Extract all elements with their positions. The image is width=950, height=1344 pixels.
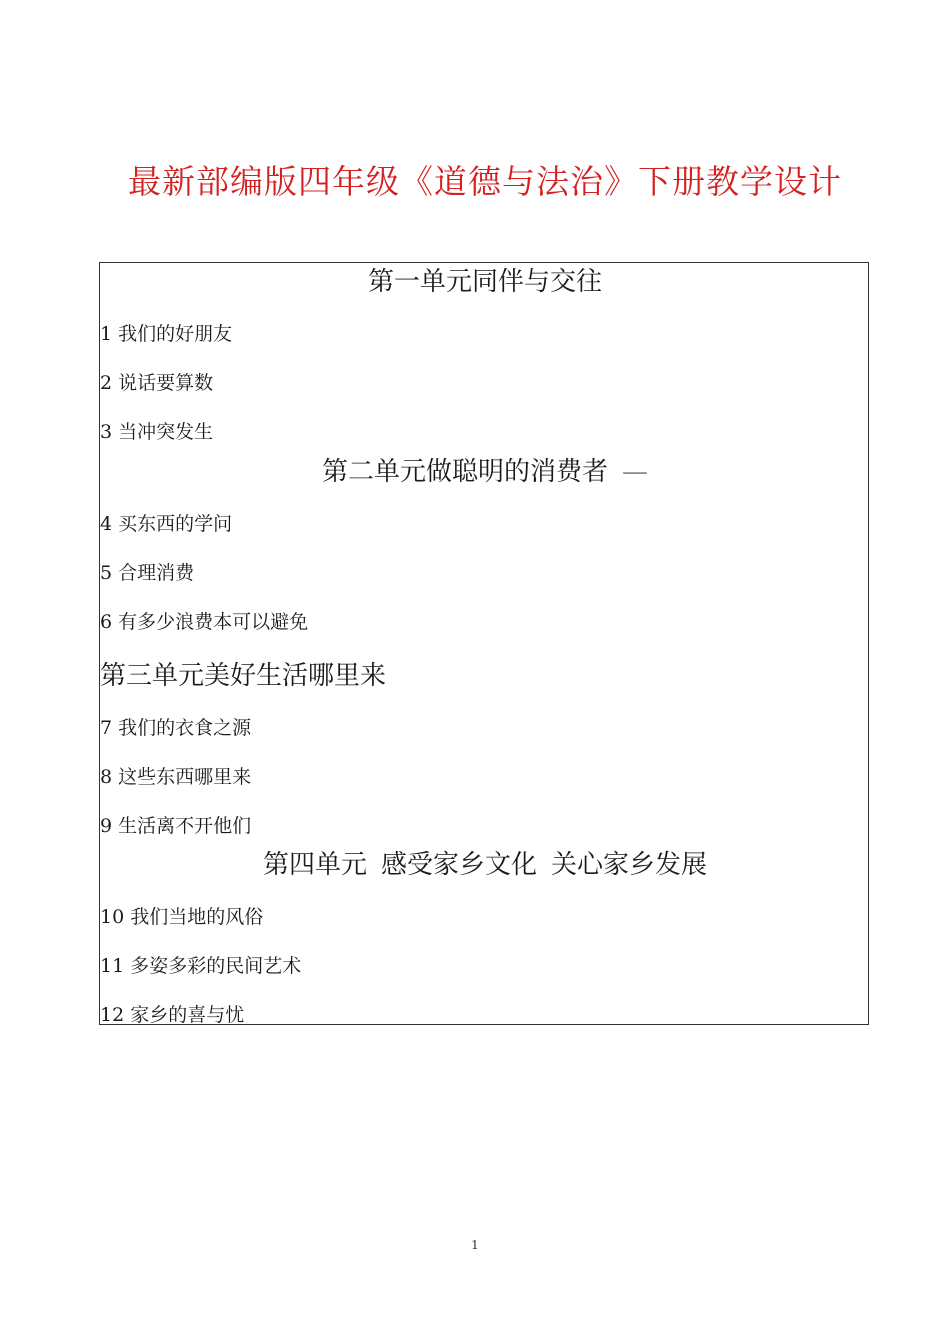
lesson-item: 10 我们当地的风俗 (100, 906, 264, 928)
unit-heading-4 (100, 847, 870, 883)
unit-heading-1: 第一单元同伴与交往 (367, 267, 602, 297)
lesson-item: 6 有多少浪费本可以避免 (100, 611, 309, 633)
lesson-item: 11 多姿多彩的民间艺术 (100, 955, 302, 977)
lesson-item: 12 家乡的喜与忧 (100, 1004, 245, 1026)
page-number: 1 (471, 1238, 479, 1252)
lesson-item: 3 当冲突发生 (100, 421, 214, 443)
lesson-item: 8 这些东西哪里来 (100, 766, 252, 788)
lesson-item: 2 说话要算数 (100, 372, 214, 394)
unit-heading-part: 第四单元 (262, 850, 367, 880)
lesson-item: 9 生活离不开他们 (100, 815, 252, 837)
unit-heading-text: 第二单元做聪明的消费者 (321, 457, 608, 487)
document-title: 最新部编版四年级《道德与法治》下册教学设计 (128, 162, 842, 201)
unit-heading-2 (100, 454, 870, 490)
unit-heading-part: 感受家乡文化 (380, 850, 537, 880)
lesson-item: 5 合理消费 (100, 562, 195, 584)
table-of-contents (99, 262, 869, 1025)
lesson-item: 1 我们的好朋友 (100, 323, 233, 345)
lesson-item: 7 我们的衣食之源 (100, 717, 252, 739)
unit-heading-part: 关心家乡发展 (551, 850, 708, 880)
unit-heading-3: 第三单元美好生活哪里来 (100, 661, 387, 691)
lesson-item: 4 买东西的学问 (100, 513, 233, 535)
heading-dash: — (622, 457, 648, 487)
